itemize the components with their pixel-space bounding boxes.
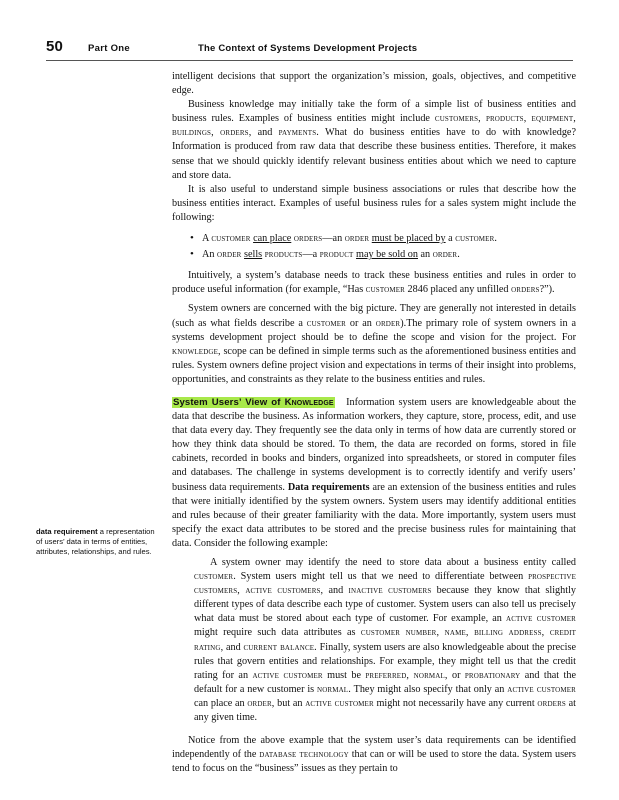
margin-note-term: data requirement: [36, 527, 98, 536]
entity-payments: payments.: [278, 127, 319, 139]
margin-note-definition: a representation of users’ data in terms of entities, attributes, relationships, and rules.: [36, 527, 155, 557]
chapter-title: The Context of Systems Development Projects: [198, 43, 418, 54]
paragraph-closing: Notice from the above example that the system user’s data requirements can be identified independently of the database technology that can or will be used to store the data. System users tend to focus on the “business” issues as they pertain to: [172, 735, 576, 775]
part-label: Part One: [88, 43, 130, 54]
term-data-requirements: Data requirements: [287, 481, 370, 493]
entity-list-1: customers, products, equipment, buildings, orders,: [172, 113, 576, 139]
paragraph-business-knowledge: Business knowledge may initially take the form of a simple list of business entities and business rules. Examples of business entities might include customers, products, equipment, buildings, orders, and payments. What do business entities have to do with knowledge? Information is produced from raw data that describe these business entities. Therefore, it makes sense that we should quickly identify relevant business entities about which we need to capture and store data.: [172, 99, 576, 181]
list-item: • A customer can place orders—an order must be placed by a customer.: [202, 232, 576, 246]
example-block: [194, 556, 576, 725]
paragraph-business-rules-intro: It is also useful to understand simple business associations or rules that describe how the business entities interact. Examples of useful business rules for a sales system might include the following:: [172, 183, 576, 223]
business-rules-list: [172, 232, 576, 262]
paragraph-example: A system owner may identify the need to store data about a business entity called customer. System users might tell us that we need to differentiate between prospective customers, active customers, and inactive customers because they know that slightly different types of data describe each type of customer. System users can also tell us precisely what data must be stored about each type of customer. For example, an active customer might require such data attributes as customer number, name, billing address, credit rating, and current balance. Finally, system users are also knowledgeable about the precise rules that govern entities and relationships. For example, they might tell us that the credit rating for an active customer must be preferred, normal, or probationary and that the default for a new customer is normal. They might also specify that only an active customer can place an order, but an active customer might not necessarily have any current orders at any given time.: [194, 557, 577, 724]
running-head: [46, 38, 573, 55]
paragraph-system-owners: System owners are concerned with the big picture. They are generally not interested in details (such as what fields describe a customer or an order).The primary role of system owners in a systems development project should be to define the scope and vision for the project. For knowledge, scope can be defined in simple terms such as the aforementioned business entities and rules. System owners define project vision and expectations in terms of their insight into problems, opportunities, and constraints as they relate to the business entities and rules.: [172, 303, 577, 385]
list-item: • An order sells products—a product may be sold on an order.: [202, 248, 576, 262]
page-number: 50: [46, 38, 64, 55]
paragraph-database-tracking: Intuitively, a system’s database needs to track these business entities and rules in order to produce useful information (for example, “Has customer 2846 placed any unfilled orders?”).: [172, 270, 576, 296]
body-text-column: [172, 70, 576, 776]
margin-note-data-requirement: [36, 527, 156, 558]
paragraph-system-users-view: System Users’ View of Knowledge Information system users are knowledgeable about the data that describe the business. As information workers, they capture, store, process, edit, and use that data every day. They frequently see the data only in terms of how data are currently stored or how they think data should be stored. To them, the data are recorded on forms, stored in file cabinets, recorded in books and binders, organized into spreadsheets, or stored in computer files and databases. The challenge in systems development is to correctly identify and verify users’ business data requirements. Data requirements are an extension of the business entities and rules that were initially identified by the system owners. System users may identify additional entities and rules because of their greater familiarity with the data. More importantly, system users must specify the exact data attributes to be stored and the precise business rules for maintaining that data. Consider the following example:: [172, 396, 577, 549]
paragraph-intro: intelligent decisions that support the organization’s mission, goals, objectives, and competitive edge.: [172, 71, 576, 97]
header-rule: [46, 60, 573, 61]
section-heading-system-users-view: System Users’ View of Knowledge: [173, 396, 334, 408]
